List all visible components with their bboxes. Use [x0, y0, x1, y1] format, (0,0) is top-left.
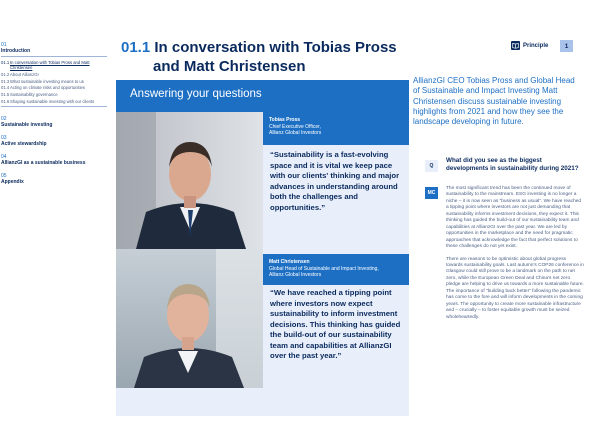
sidebar-item-num: 01.2 [1, 71, 10, 77]
sidebar-section-num: 05 [1, 172, 7, 179]
title-line1: In conversation with Tobias Pross [154, 39, 397, 56]
sidebar-item-label: In conversation with Tobias Pross and Matt Christensen [10, 60, 90, 71]
sidebar-item-label: About AllianzGI [10, 71, 39, 77]
principle-link[interactable] [511, 41, 548, 50]
sidebar-section-title: Sustainable investing [1, 121, 53, 128]
matt-christensen-photo [116, 249, 263, 388]
person-name: Matt Christensen [269, 259, 310, 265]
question-text: What did you see as the biggest developments in sustainability during 2021? [446, 157, 579, 172]
sidebar-section-num: 04 [1, 153, 7, 160]
person-role: Chief Executive Officer, [269, 123, 321, 130]
sidebar-item-label: Sustainability governance [10, 92, 58, 98]
sidebar-item-num: 01.6 [1, 98, 10, 104]
principle-label: Principle [523, 42, 549, 49]
sidebar-item-conversation[interactable] [1, 60, 110, 70]
title-line2: and Matt Christensen [153, 58, 306, 75]
answer-paragraph-1: The most significant trend has been the continued move of sustainability to the mainstream. ESG investing is no longer a niche – it is now seen as “business as usual”. We have reached a tipping point where investors are not just demanding that sustainability informs investment decisions, they expect it. This thinking has guided the build-out of our sustainability team and capabilities at AllianzGI over the past year. We are led by opportunities in the marketplace and the need for pragmatic approaches that acknowledge the fact that perfect solutions to these challenges do not yet exist. [446, 186, 582, 250]
question-badge: Q [425, 160, 438, 172]
sidebar-item-about[interactable] [1, 72, 110, 77]
sidebar-section-title: Active stewardship [1, 140, 47, 147]
sidebar-section-active-stewardship[interactable] [1, 135, 110, 147]
person-card-matt [263, 254, 409, 285]
answering-title: Answering your questions [130, 88, 262, 100]
intro-paragraph: AllianzGI CEO Tobias Pross and Global Head of Sustainable and Impact Investing Matt Christensen discuss sustainable investing highlights from 2021 and how they see the landscape developing in future. [413, 76, 575, 127]
pull-quote-matt: “We have reached a tipping point where investors now expect sustainability to inform investment decisions. This thinking has guided the build-out of our sustainability team and capabilities at AllianzGI over the past year.” [270, 288, 401, 360]
person-company: Allianz Global Investors [269, 129, 322, 136]
sidebar-section-title: Appendix [1, 178, 24, 185]
sidebar-section-introduction[interactable] [1, 42, 110, 107]
tobias-pross-photo [116, 112, 263, 249]
answer-text [446, 186, 584, 327]
sidebar-section-num: 01 [1, 42, 7, 48]
person-name: Tobias Pross [269, 117, 301, 123]
divider [1, 106, 107, 107]
sidebar-nav [0, 0, 110, 424]
sidebar-item-label: Acting on climate risks and opportunities [10, 85, 85, 91]
sidebar-item-num: 01.4 [1, 85, 10, 91]
answer-paragraph-2: There are reasons to be optimistic about global progress towards sustainability goals. Last autumn's COP26 conference in Glasgow could still prove to be a landmark on the path to net zero, while the European Green Deal and China's net zero pledge are helping to drive us towards a more sustainable future. The importance of “building back better” following the pandemic has come to the fore and will inform developments in the coming years. The opportunity to create more sustainable infrastructure and – crucially – to foster equitable growth must be seized wholeheartedly. [446, 256, 584, 320]
pull-quote-tobias: “Sustainability is a fast-evolving space and it is vital we keep pace with our clients' thinking and major advances in understanding around both the challenges and opportunities.” [270, 150, 400, 212]
book-icon [511, 41, 520, 50]
sidebar-section-sustainable-business[interactable] [1, 154, 110, 166]
sidebar-section-title: Introduction [1, 48, 31, 54]
sidebar-section-appendix[interactable] [1, 173, 110, 185]
divider [1, 56, 107, 57]
person-company: Allianz Global Investors [269, 271, 322, 278]
principle-number-badge: 1 [560, 40, 573, 52]
person-role: Global Head of Sustainable and Impact Investing, [269, 265, 379, 272]
page-title [121, 38, 397, 76]
sidebar-item-num: 01.5 [1, 92, 10, 98]
sidebar-section-num: 03 [1, 134, 7, 141]
person-card-tobias [263, 112, 409, 145]
sidebar-section-title: AllianzGI as a sustainable business [1, 159, 86, 166]
answer-badge: MC [425, 187, 438, 199]
sidebar-item-label: What sustainable investing means to us [10, 78, 84, 84]
section-number: 01.1 [121, 39, 151, 56]
sidebar-item-climate[interactable] [1, 85, 110, 90]
sidebar-item-num: 01.1 [1, 60, 10, 65]
sidebar-item-shaping[interactable] [1, 99, 110, 104]
sidebar-item-label: Shaping sustainable investing with our clients [10, 98, 95, 104]
sidebar-item-num: 01.3 [1, 78, 10, 84]
sidebar-section-sustainable-investing[interactable] [1, 116, 110, 128]
sidebar-section-num: 02 [1, 115, 7, 122]
sidebar-item-governance[interactable] [1, 92, 110, 97]
intro-text-block [413, 76, 583, 127]
sidebar-item-what-sustainable[interactable] [1, 79, 110, 84]
